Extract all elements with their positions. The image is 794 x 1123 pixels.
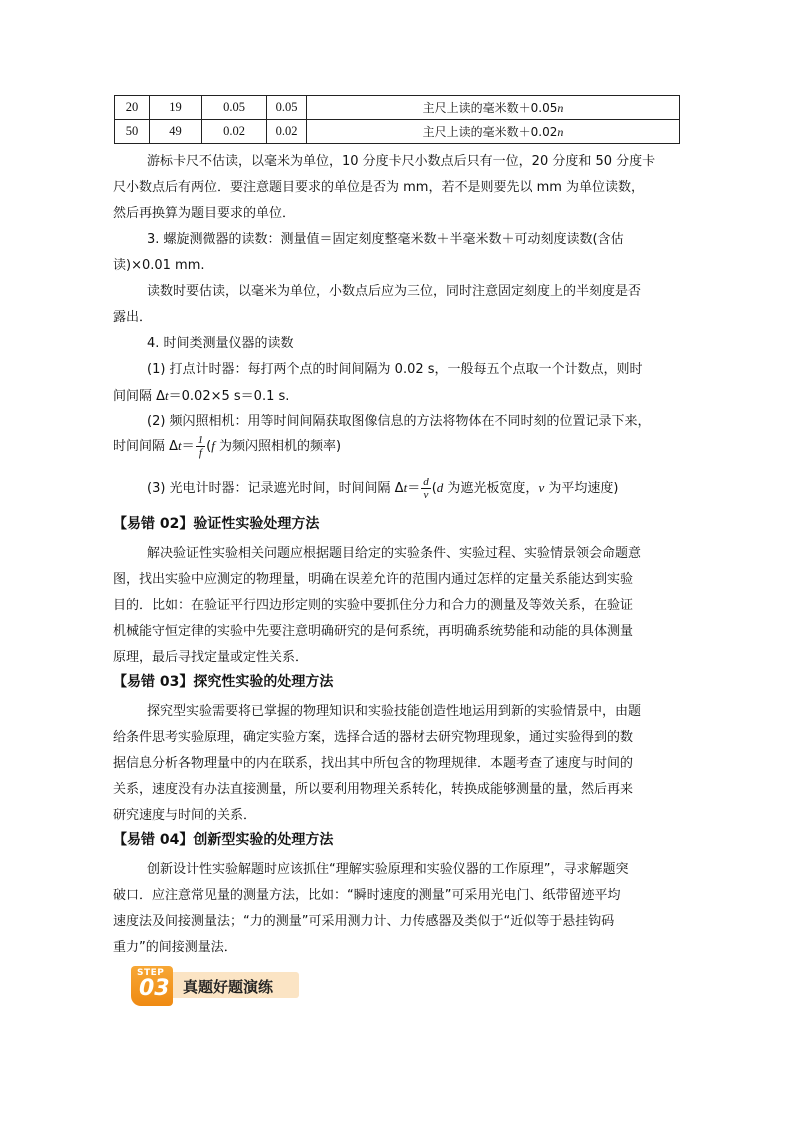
table-cell: 0.02 — [202, 120, 267, 144]
paragraph-line: 解决验证性实验相关问题应根据题目给定的实验条件、实验过程、实验情景领会命题意 — [147, 546, 642, 561]
variable: v — [538, 480, 545, 495]
paragraph-line: 速度法及间接测量法；“力的测量”可采用测力计、力传感器及类似于“近似等于悬挂钩码 — [113, 914, 615, 929]
paragraph-line: 尺小数点后有两位．要注意题目要求的单位是否为 mm，若不是则要先以 mm 为单位读数， — [113, 180, 645, 195]
rule-text: 主尺上读的毫米数＋0.05 — [422, 101, 558, 115]
table-cell — [307, 96, 680, 120]
text-span: 间间隔 Δ — [113, 389, 166, 404]
paragraph-line: 机械能守恒定律的实验中先要注意明确研究的是何系统，再明确系统势能和动能的具体测量 — [113, 624, 634, 639]
table-cell — [307, 120, 680, 144]
table-cell: 50 — [115, 120, 150, 144]
text-span: ＝ — [181, 439, 195, 454]
fraction-numerator: d — [423, 476, 429, 488]
fraction — [421, 476, 431, 501]
paragraph-line: 重力”的间接测量法． — [113, 940, 237, 955]
paragraph-line: 读数时要估读，以毫米为单位，小数点后应为三位，同时注意固定刻度上的半刻度是否 — [147, 284, 642, 299]
step-badge — [131, 966, 299, 1004]
paragraph-line: 露出． — [113, 310, 153, 325]
text-span: (3) 光电计时器：记录遮光时间，时间间隔 Δ — [147, 481, 404, 496]
paragraph-line: 原理，最后寻找定量或定性关系． — [113, 650, 309, 665]
paragraph-line — [113, 433, 683, 460]
fraction-denominator: f — [198, 447, 202, 459]
paragraph-line — [113, 383, 683, 410]
paragraph-line: 探究型实验需要将已掌握的物理知识和实验技能创造性地运用到新的实验情景中，由题 — [147, 704, 642, 719]
text-span: ( — [431, 481, 437, 496]
text-span: ＝0.02×5 s＝0.1 s. — [168, 389, 290, 404]
step-label: STEP — [137, 968, 165, 978]
error-heading-04: 【易错 04】创新型实验的处理方法 — [113, 832, 334, 848]
step-title: 真题好题演练 — [183, 978, 274, 996]
paragraph-line: 读)×0.01 mm. — [113, 258, 205, 273]
text-span: 时间间隔 Δ — [113, 439, 179, 454]
table-cell: 49 — [150, 120, 202, 144]
paragraph-line: 图，找出实验中应测定的物理量，明确在误差允许的范围内通过怎样的定量关系能达到实验 — [113, 572, 634, 587]
paragraph-line — [113, 475, 717, 502]
rule-variable: n — [557, 101, 564, 115]
variable: t — [178, 438, 182, 453]
error-heading-03: 【易错 03】探究性实验的处理方法 — [113, 674, 334, 690]
fraction-denominator: v — [423, 489, 429, 501]
text-span: ( — [206, 439, 212, 454]
text-span: 为平均速度) — [544, 481, 619, 496]
step-tag — [131, 966, 173, 1006]
text-span: 为频闪照相机的频率) — [214, 439, 342, 454]
rule-text: 主尺上读的毫米数＋0.02 — [422, 125, 558, 139]
table-cell: 0.02 — [267, 120, 307, 144]
fraction-numerator: 1 — [197, 434, 204, 446]
table-row — [115, 96, 680, 120]
paragraph-line: 给条件思考实验原理，确定实验方案，选择合适的器材去研究物理现象，通过实验得到的数 — [113, 730, 634, 745]
text-span: ＝ — [407, 481, 421, 496]
table-cell: 19 — [150, 96, 202, 120]
vernier-caliper-table — [114, 95, 680, 144]
fraction — [196, 434, 206, 459]
paragraph-line: 目的．比如：在验证平行四边形定则的实验中要抓住分力和合力的测量及等效关系，在验证 — [113, 598, 634, 613]
rule-variable: n — [557, 125, 564, 139]
paragraph-line: 创新设计性实验解题时应该抓住“理解实验原理和实验仪器的工作原理”，寻求解题突 — [147, 862, 629, 877]
text-span: 为遮光板宽度， — [443, 481, 539, 496]
variable: t — [165, 388, 169, 403]
variable: f — [211, 438, 215, 453]
table-cell: 20 — [115, 96, 150, 120]
table-row — [115, 120, 680, 144]
error-heading-02: 【易错 02】验证性实验处理方法 — [113, 516, 320, 532]
paragraph-line: 破口．应注意常见量的测量方法，比如：“瞬时速度的测量”可采用光电门、纸带留迹平均 — [113, 888, 621, 903]
paragraph-line: (2) 频闪照相机：用等时间间隔获取图像信息的方法将物体在不同时刻的位置记录下来， — [147, 414, 651, 429]
table-cell: 0.05 — [202, 96, 267, 120]
variable: d — [436, 480, 444, 495]
paragraph-line: 据信息分析各物理量中的内在联系，找出其中所包含的物理规律．本题考查了速度与时间的 — [113, 756, 634, 771]
paragraph-line: 3. 螺旋测微器的读数：测量值＝固定刻度整毫米数＋半毫米数＋可动刻度读数(含估 — [147, 232, 624, 247]
table-cell: 0.05 — [267, 96, 307, 120]
variable: t — [403, 480, 408, 495]
paragraph-line: (1) 打点计时器：每打两个点的时间间隔为 0.02 s，一般每五个点取一个计数点，则时 — [147, 362, 643, 377]
paragraph-line: 关系，速度没有办法直接测量，所以要利用物理关系转化，转换成能够测量的量，然后再来 — [113, 782, 634, 797]
section-subtitle: 4. 时间类测量仪器的读数 — [147, 336, 294, 351]
paragraph-line: 然后再换算为题目要求的单位． — [113, 206, 296, 221]
paragraph-line: 研究速度与时间的关系． — [113, 808, 257, 823]
step-number: 03 — [139, 976, 170, 1001]
paragraph-line: 游标卡尺不估读，以毫米为单位，10 分度卡尺小数点后只有一位，20 分度和 50 分度卡 — [147, 154, 656, 169]
